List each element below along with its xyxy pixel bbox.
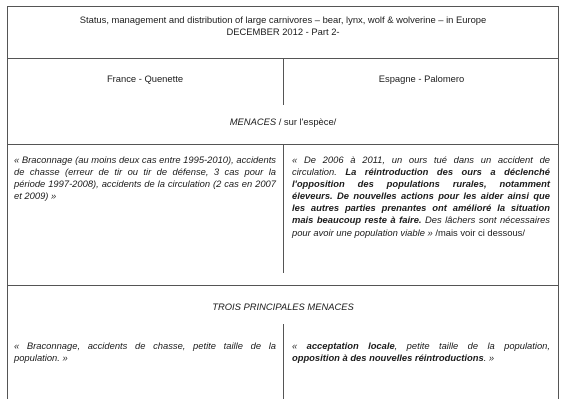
column-divider-lower [283, 324, 284, 399]
document-frame [7, 6, 559, 399]
threats-france-text: « Braconnage (au moins deux cas entre 1995-2010), accidents de chasse (erreur de tir ou tir de défense, 3 cas pour la période 1997-2008), accidents de la circulation (2 cas en 2007 et 2009) » [14, 154, 276, 202]
top-threats-spain-mid: , petite taille de la population, [394, 340, 550, 351]
threats-title-suffix: / sur l'espèce/ [276, 116, 337, 127]
threats-spain-intro: « De 2006 à 2011, un ours tué dans un accident de circulation. [292, 154, 550, 178]
top-threats-spain-bold-1: acceptation locale [306, 340, 395, 351]
document-title [7, 14, 559, 38]
top-threats-spain-text [292, 340, 550, 364]
threats-title-label: MENACES [229, 116, 277, 127]
table-top-border [7, 6, 559, 7]
section-title-top-threats: TROIS PRINCIPALES MENACES [212, 301, 354, 312]
column-label-france: France - Quenette [106, 73, 184, 84]
top-threats-spain-bold-2: opposition à des nouvelles réintroductions [292, 352, 484, 364]
section-title-threats [7, 116, 559, 128]
top-threats-spain-open: « [292, 340, 307, 351]
column-divider-middle [283, 144, 284, 273]
threats-spain-note: /mais voir ci dessous/ [435, 226, 525, 238]
title-line-2: DECEMBER 2012 - Part 2- [226, 26, 340, 37]
top-threats-france-text: « Braconnage, accidents de chasse, petite taille de la population. » [14, 340, 276, 364]
column-label-spain: Espagne - Palomero [378, 73, 465, 84]
threats-spain-bold: La réintroduction des ours a déclenché l'opposition des populations rurales, notamment éleveurs. De nouvelles actions pour les aider ainsi que les autres parties prenantes ont amélioré la situation mais beaucoup reste à faire. [292, 166, 550, 226]
title-line-1: Status, management and distribution of large carnivores – bear, lynx, wolf & wolverine – in Europe [79, 14, 487, 25]
table-left-border [7, 6, 8, 399]
top-threats-spain-close: . » [483, 352, 495, 364]
threats-spain-release: Des lâchers sont nécessaires pour avoir une population viable » [292, 214, 550, 238]
table-right-border [558, 6, 559, 399]
row-divider-top3 [7, 285, 559, 286]
threats-spain-text [292, 154, 550, 239]
